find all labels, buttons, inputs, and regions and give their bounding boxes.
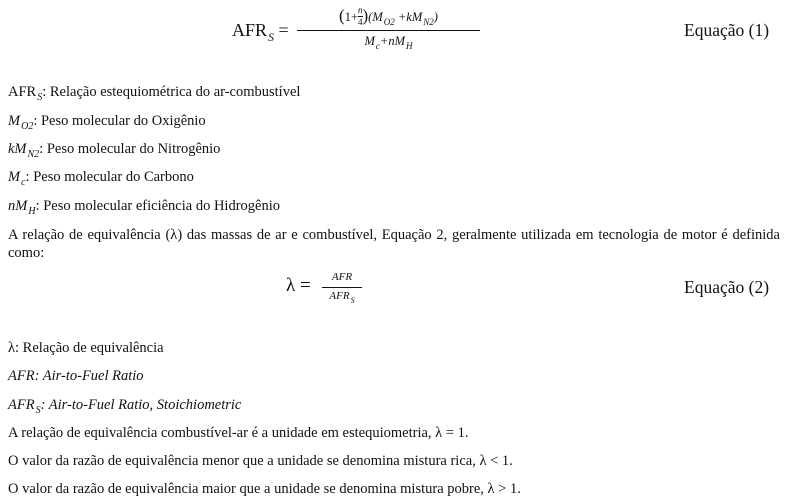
def-text: : Air-to-Fuel Ratio: [34, 368, 144, 384]
def-symbol: M: [8, 169, 21, 185]
equation-1-fraction: [297, 4, 480, 51]
fraction-bar: [297, 30, 480, 31]
num-plus-km: +kM: [394, 10, 423, 24]
afr-subscript: S: [268, 30, 275, 44]
equation-1-denominator: [297, 34, 480, 49]
def-text: : Relação estequiométrica do ar-combustível: [42, 84, 301, 100]
definition-m-c: [8, 168, 194, 188]
def-symbol: λ: [8, 340, 16, 356]
num-end-paren: ): [433, 10, 438, 24]
def-symbol: AFR: [8, 368, 35, 384]
def-text: : Peso molecular do Carbono: [25, 169, 194, 185]
definition-afr-s: [8, 83, 300, 103]
n2-subscript: N2: [423, 17, 434, 27]
def-subscript: O2: [21, 121, 34, 132]
def-text: : Relação de equivalência: [15, 340, 164, 356]
definition-km-n2: [8, 140, 220, 160]
def-text: : Peso molecular do Nitrogênio: [39, 141, 221, 157]
def-subscript: S: [35, 405, 41, 416]
n-over-4: [358, 6, 363, 27]
frac-4: 4: [358, 16, 363, 27]
equation-1-label: Equação (1): [684, 20, 770, 40]
h-subscript: H: [406, 41, 413, 51]
one-plus: 1+: [344, 10, 358, 24]
open-paren: (: [339, 6, 345, 25]
paragraph-equivalence: A relação de equivalência (λ) das massas de ar e combustível, Equação 2, geralmente utilizada em tecnologia de motor é definida como:: [8, 227, 780, 261]
equation-2-lhs: λ =: [286, 275, 311, 296]
def-text: : Air-to-Fuel Ratio, Stoichiometric: [40, 397, 242, 413]
line-lean-mixture: O valor da razão de equivalência maior que a unidade se denomina mistura pobre, λ > 1.: [8, 481, 521, 497]
line-rich-mixture: O valor da razão de equivalência menor que a unidade se denomina mistura rica, λ < 1.: [8, 453, 513, 469]
def-symbol: AFR: [8, 397, 35, 413]
equals-sign: =: [278, 20, 289, 40]
def-symbol: kM: [8, 141, 27, 157]
def-symbol: AFR: [8, 84, 37, 100]
den-m: M: [364, 34, 375, 48]
def-symbol: M: [8, 113, 21, 129]
def-text: : Peso molecular eficiência do Hidrogênio: [35, 198, 280, 214]
c-subscript: c: [375, 41, 380, 51]
def-symbol: nM: [8, 198, 28, 214]
den-subscript: S: [350, 296, 355, 305]
definition-m-o2: [8, 112, 206, 132]
num-m: (M: [368, 10, 383, 24]
definition-lambda: [8, 339, 164, 357]
definition-nm-h: [8, 197, 280, 217]
line-stoichiometry: A relação de equivalência combustível-ar é a unidade em estequiometria, λ = 1.: [8, 425, 469, 441]
o2-subscript: O2: [383, 17, 395, 27]
def-subscript: H: [28, 206, 36, 217]
den-plus-nm: +nM: [379, 34, 406, 48]
def-subscript: S: [37, 92, 43, 103]
definition-afr-s-stoich: [8, 396, 241, 416]
den-afr: AFR: [329, 290, 350, 302]
fraction-bar: [322, 287, 362, 288]
equation-2-label: Equação (2): [684, 277, 770, 297]
close-paren: ): [362, 6, 369, 25]
afr-symbol: AFR: [232, 20, 268, 40]
equation-1-lhs: [232, 20, 289, 44]
equation-2-numerator: AFR: [331, 271, 353, 283]
frac-n: n: [358, 4, 363, 15]
equation-1-numerator: [297, 6, 480, 29]
def-text: : Peso molecular do Oxigênio: [33, 113, 206, 129]
equation-2-fraction: [322, 270, 362, 305]
equation-2-denominator: [322, 290, 362, 305]
def-subscript: c: [21, 177, 26, 188]
definition-afr: [8, 367, 144, 385]
def-subscript: N2: [27, 149, 40, 160]
